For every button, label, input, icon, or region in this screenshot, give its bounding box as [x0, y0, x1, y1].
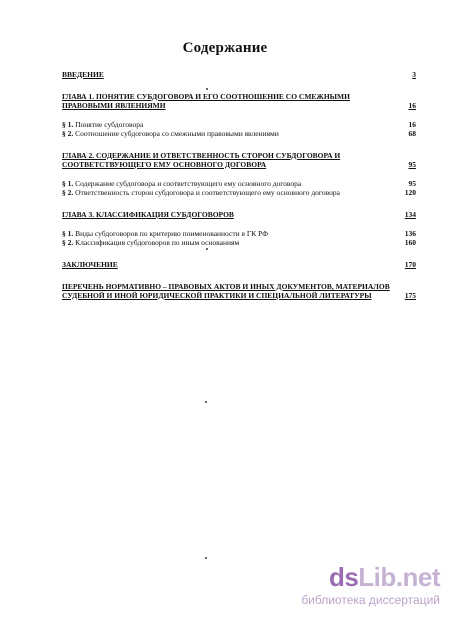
toc-page-number: 95	[408, 160, 416, 169]
toc-entry-text: ГЛАВА 2. СОДЕРЖАНИЕ И ОТВЕТСТВЕННОСТЬ СТОРОН СУБДОГОВОРА И СООТВЕТСТВУЮЩЕГО ЕМУ ОСНОВНОГО ДОГОВОРА	[62, 151, 341, 169]
toc-entry-text: Понятие субдоговора	[75, 120, 144, 129]
table-of-contents	[62, 70, 416, 300]
watermark-logo: dsLib.net	[328, 562, 440, 592]
section-number: § 2.	[62, 129, 74, 138]
scan-speck	[206, 88, 208, 90]
toc-page-number: 120	[404, 188, 416, 197]
toc-entry-section-2-1[interactable]	[62, 179, 416, 188]
toc-entry-section-1-1[interactable]	[62, 120, 416, 129]
toc-entry-text: ВВЕДЕНИЕ	[62, 70, 104, 79]
toc-page-number: 175	[404, 291, 416, 300]
toc-entry-text: ГЛАВА 1. ПОНЯТИЕ СУБДОГОВОРА И ЕГО СООТНОШЕНИЕ СО СМЕЖНЫМИ ПРАВОВЫМИ ЯВЛЕНИЯМИ	[62, 92, 350, 110]
toc-page-number: 160	[404, 238, 416, 247]
toc-entry-text: Классификация субдоговоров по иным основаниям	[75, 238, 240, 247]
toc-entry-text: ГЛАВА 3. КЛАССИФИКАЦИЯ СУБДОГОВОРОВ	[62, 210, 234, 219]
toc-entry-text: ПЕРЕЧЕНЬ НОРМАТИВНО – ПРАВОВЫХ АКТОВ И ИНЫХ ДОКУМЕНТОВ, МАТЕРИАЛОВ СУДЕБНОЙ И ИНОЙ ЮРИДИЧЕСКОЙ ПРАКТИКИ И СПЕЦИАЛЬНОЙ ЛИТЕРАТУРЫ	[62, 282, 390, 300]
watermark	[301, 564, 440, 607]
toc-entry-text: Соотношение субдоговора со смежными правовыми явлениями	[75, 129, 279, 138]
toc-entry-text: Ответственность сторон субдоговора и соответствующего ему основного договора	[75, 188, 340, 197]
toc-page-number: 16	[408, 101, 416, 110]
page-title: Содержание	[182, 40, 268, 56]
toc-page-number: 134	[404, 210, 416, 219]
toc-entry-section-1-2[interactable]	[62, 129, 416, 138]
section-number: § 1.	[62, 229, 74, 238]
toc-entry-section-3-1[interactable]	[62, 229, 416, 238]
scan-speck	[205, 401, 207, 403]
section-number: § 1.	[62, 179, 74, 188]
section-number: § 1.	[62, 120, 74, 129]
toc-entry-chapter-1[interactable]	[62, 92, 416, 110]
toc-entry-text: Содержание субдоговора и соответствующего ему основного договора	[75, 179, 302, 188]
watermark-subtitle: библиотека диссертаций	[301, 593, 440, 607]
toc-page-number: 95	[408, 179, 416, 188]
toc-entry-chapter-3[interactable]	[62, 210, 416, 219]
section-number: § 2.	[62, 188, 74, 197]
toc-page-number: 3	[412, 70, 416, 79]
toc-entry-text: ЗАКЛЮЧЕНИЕ	[62, 260, 118, 269]
toc-entry-conclusion[interactable]	[62, 260, 416, 269]
toc-entry-chapter-2[interactable]	[62, 151, 416, 169]
toc-page-number: 136	[404, 229, 416, 238]
toc-entry-text: Виды субдоговоров по критерию поименованности в ГК РФ	[75, 229, 269, 238]
toc-entry-section-3-2[interactable]	[62, 238, 416, 247]
scan-speck	[205, 557, 207, 559]
scan-speck	[206, 248, 208, 250]
toc-page-number: 16	[408, 120, 416, 129]
toc-entry-references[interactable]	[62, 282, 416, 300]
section-number: § 2.	[62, 238, 74, 247]
toc-entry-introduction[interactable]	[62, 70, 416, 79]
toc-entry-section-2-2[interactable]	[62, 188, 416, 197]
toc-page-number: 170	[404, 260, 416, 269]
toc-page-number: 68	[408, 129, 416, 138]
